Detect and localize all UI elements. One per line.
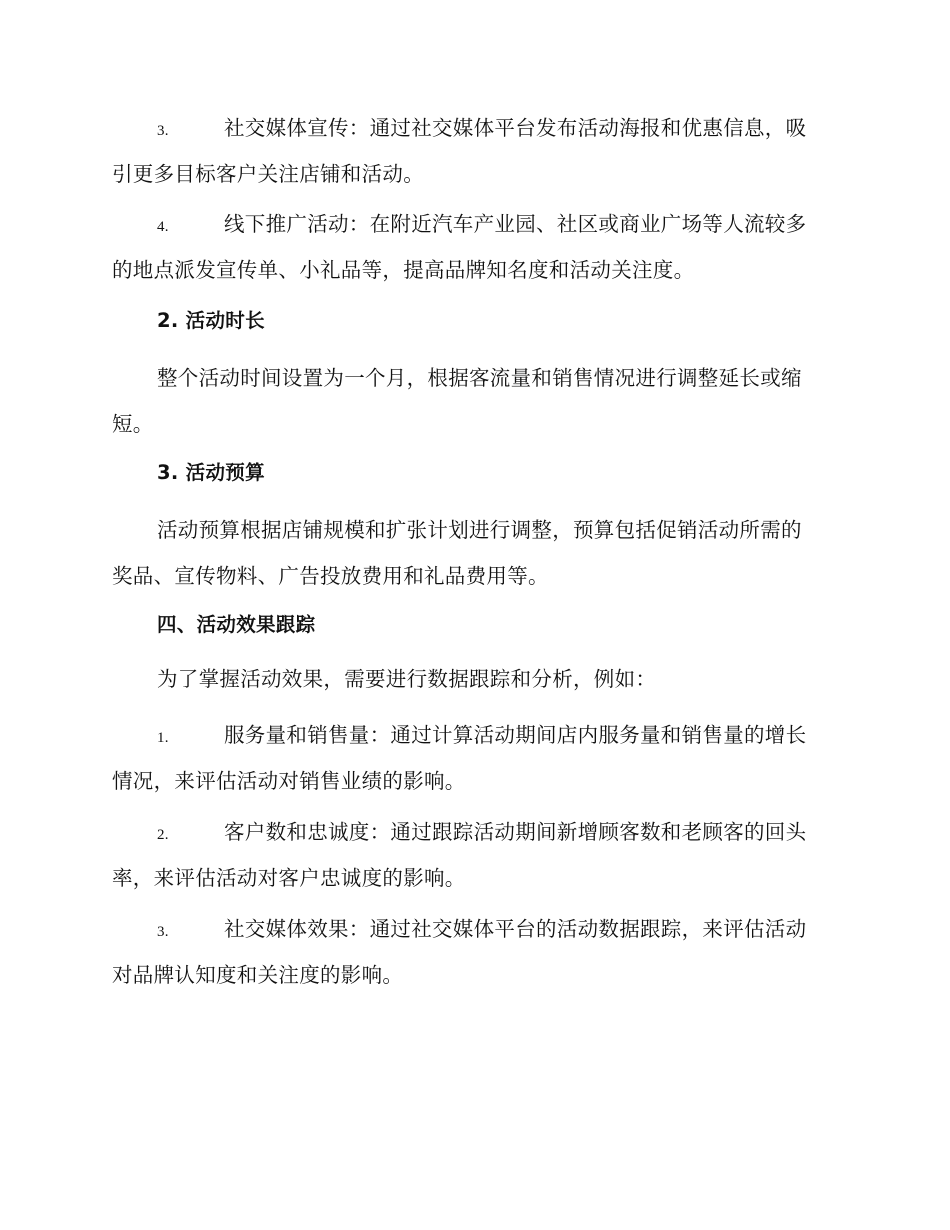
list-item-social-media-effect (112, 906, 836, 998)
section-heading: 四、活动效果跟踪 (157, 613, 316, 636)
section-heading-duration (112, 298, 836, 344)
paragraph-duration (112, 355, 836, 447)
list-item-text: 客户数和忠诚度：通过跟踪活动期间新增顾客数和老顾客的回头 (224, 820, 807, 844)
list-item-text: 线下推广活动：在附近汽车产业园、社区或商业广场等人流较多 (224, 212, 807, 236)
paragraph-line: 奖品、宣传物料、广告投放费用和礼品费用等。 (112, 564, 549, 588)
list-item-line (112, 809, 836, 855)
list-item-text: 社交媒体效果：通过社交媒体平台的活动数据跟踪，来评估活动 (224, 917, 807, 941)
list-item-number: 1. (157, 730, 169, 746)
list-item-text-continued: 对品牌认知度和关注度的影响。 (112, 963, 404, 987)
paragraph-line: 活动预算根据店铺规模和扩张计划进行调整，预算包括促销活动所需的 (157, 518, 802, 542)
section-heading-budget (112, 450, 836, 496)
paragraph-budget (112, 507, 836, 599)
list-item-number: 3. (157, 924, 169, 940)
list-item-text-continued: 情况，来评估活动对销售业绩的影响。 (112, 769, 466, 793)
paragraph-line: 为了掌握活动效果，需要进行数据跟踪和分析，例如： (157, 667, 657, 691)
list-item-text-continued: 引更多目标客户关注店铺和活动。 (112, 162, 424, 186)
section-heading: 3. 活动预算 (157, 461, 265, 484)
list-item-offline-promotion (112, 201, 836, 293)
list-item-text: 社交媒体宣传：通过社交媒体平台发布活动海报和优惠信息，吸 (224, 116, 807, 140)
list-item-line (112, 201, 836, 247)
section-heading: 2. 活动时长 (157, 309, 265, 332)
list-item-number: 3. (157, 123, 169, 139)
list-item-social-media (112, 105, 836, 197)
paragraph-line: 短。 (112, 412, 154, 436)
list-item-line (112, 712, 836, 758)
paragraph-tracking-intro (112, 656, 836, 702)
list-item-text: 服务量和销售量：通过计算活动期间店内服务量和销售量的增长 (224, 723, 807, 747)
paragraph-line: 整个活动时间设置为一个月，根据客流量和销售情况进行调整延长或缩 (157, 366, 802, 390)
list-item-line (112, 906, 836, 952)
list-item-customer-loyalty (112, 809, 836, 901)
list-item-number: 4. (157, 219, 169, 235)
list-item-text-continued: 的地点派发宣传单、小礼品等，提高品牌知名度和活动关注度。 (112, 258, 695, 282)
section-heading-tracking (112, 602, 836, 648)
list-item-service-sales (112, 712, 836, 804)
list-item-text-continued: 率，来评估活动对客户忠诚度的影响。 (112, 866, 466, 890)
list-item-number: 2. (157, 827, 169, 843)
list-item-line (112, 105, 836, 151)
